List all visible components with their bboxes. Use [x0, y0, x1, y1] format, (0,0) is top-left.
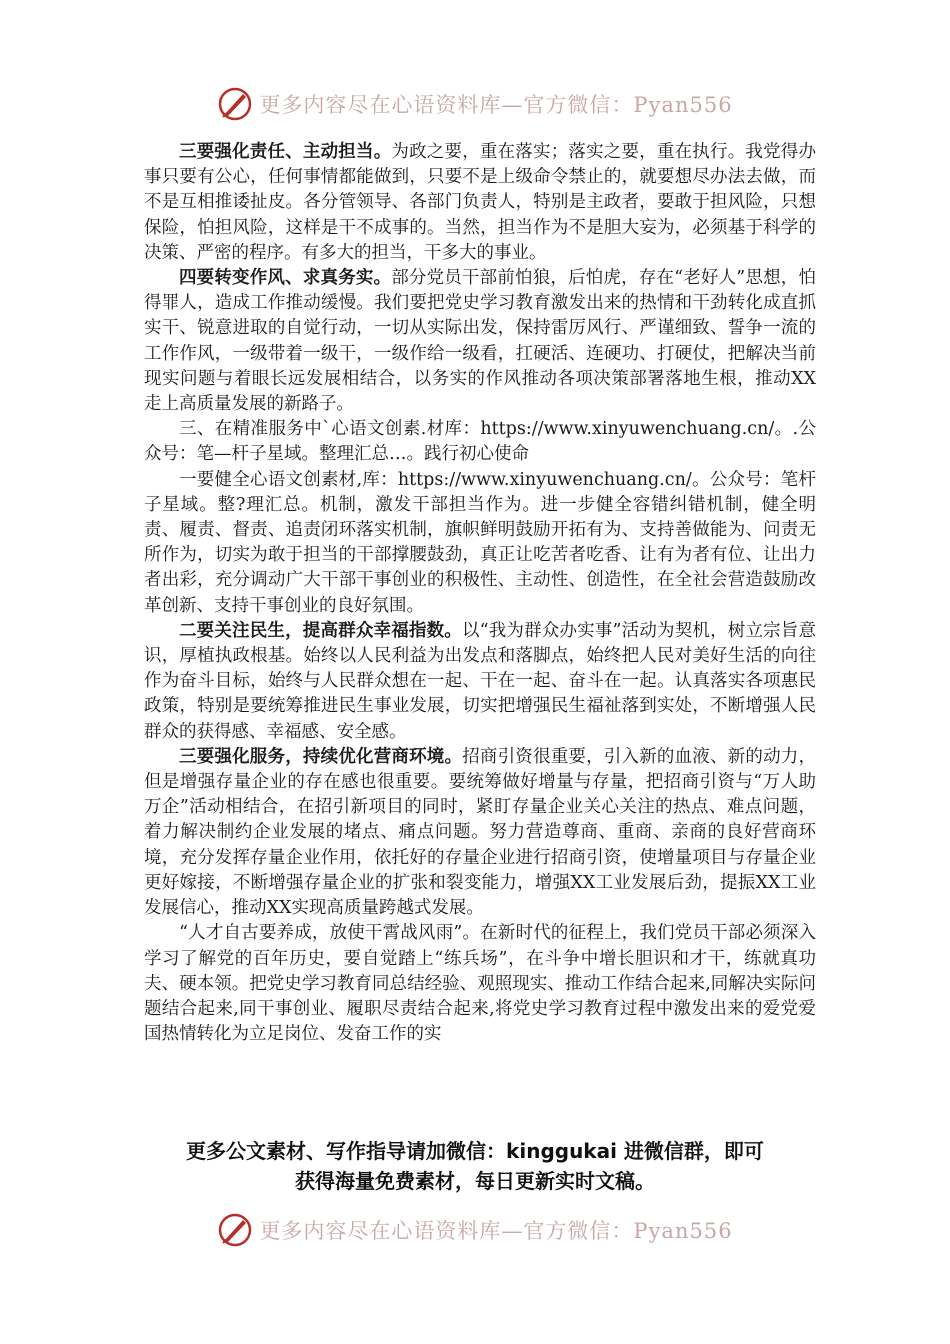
document-body — [144, 140, 816, 1047]
promo-line-2: 获得海量免费素材，每日更新实时文稿。 — [295, 1169, 655, 1193]
header-banner — [0, 84, 950, 124]
quill-logo-icon — [217, 86, 253, 122]
quill-logo-icon — [217, 1212, 253, 1248]
footer-banner-text: 更多内容尽在心语资料库—官方微信：Pyan556 — [259, 1219, 733, 1243]
paragraph — [144, 266, 816, 417]
paragraph-lead: 二要关注民生，提高群众幸福指数。 — [179, 620, 462, 641]
paragraph-lead: 三要强化责任、主动担当。 — [179, 142, 392, 162]
paragraph — [144, 921, 816, 1047]
paragraph-text: 招商引资很重要，引入新的血液、新的动力，但是增强存量企业的存在感也很重要。要统筹做好增量与存量，把招商引资与“万人助万企”活动相结合，在招引新项目的同时，紧盯存量企业关心关注的热点、难点问题，着力解决制约企业发展的堵点、痛点问题。努力营造尊商、重商、亲商的良好营商环境，充分发挥存量企业作用，依托好的存量企业进行招商引资，使增量项目与存量企业更好嫁接，不断增强存量企业的扩张和裂变能力，增强XX工业发展后劲，提振XX工业发展信心，推动XX实现高质量跨越式发展。 — [144, 746, 817, 919]
paragraph — [144, 140, 816, 266]
promo-line-1: 更多公文素材、写作指导请加微信：kinggukai 进微信群，即可 — [186, 1139, 764, 1163]
paragraph — [144, 745, 816, 921]
paragraph-text: 部分党员干部前怕狼，后怕虎，存在“老好人”思想，怕得罪人，造成工作推动缓慢。我们要把党史学习教育激发出来的热情和干劲转化成直抓实干、锐意进取的自觉行动，一切从实际出发，保持雷厉风行、严谨细致、誓争一流的工作作风，一级带着一级干，一级作给一级看，扛硬活、连硬功、打硬仗，把解决当前现实问题与着眼长远发展相结合，以务实的作风推动各项决策部署落地生根，推动XX走上高质量发展的新路子。 — [144, 268, 816, 415]
paragraph-lead: 三要强化服务，持续优化营商环境。 — [179, 746, 463, 767]
paragraph-text: 以“我为群众办实事”活动为契机，树立宗旨意识，厚植执政根基。始终以人民利益为出发点和落脚点，始终把人民对美好生活的向往作为奋斗目标，始终与人民群众想在一起、干在一起、奋斗在一起。认真落实各项惠民政策，特别是要统筹推进民生事业发展，切实把增强民生福祉落到实处，不断增强人民群众的获得感、幸福感、安全感。 — [144, 620, 816, 742]
footer-banner — [0, 1210, 950, 1250]
paragraph — [144, 468, 816, 619]
paragraph-lead: 四要转变作风、求真务实。 — [179, 268, 392, 289]
header-banner-text: 更多内容尽在心语资料库—官方微信：Pyan556 — [259, 93, 733, 117]
paragraph — [144, 619, 816, 745]
section-heading — [144, 417, 816, 467]
paragraph-text: 一要健全心语文创素材,库：https://www.xinyuwenchuang.cn/。公众号：笔杆子星域。整?理汇总。机制，激发干部担当作为。进一步健全容错纠错机制，健全明责、履责、督责、追责闭环落实机制，旗帜鲜明鼓励开拓有为、支持善做能为、问责无所作为，切实为敢于担当的干部撑腰鼓劲，真正让吃苦者吃香、让有为者有位、让出力者出彩，充分调动广大干部干事创业的积极性、主动性、创造性，在全社会营造鼓励改革创新、支持干事创业的良好氛围。 — [144, 469, 816, 616]
paragraph-text: “人才自古要养成，放使干霄战风雨”。在新时代的征程上，我们党员干部必须深入学习了解党的百年历史，要自觉踏上“练兵场”，在斗争中增长胆识和才干，练就真功夫、硬本领。把党史学习教育同总结经验、观照现实、推动工作结合起来,同解决实际问题结合起来,同干事创业、履职尽责结合起来,将党史学习教育过程中激发出来的爱党爱国热情转化为立足岗位、发奋工作的实 — [144, 923, 816, 1045]
promo-notice — [100, 1136, 850, 1196]
paragraph-text: 为政之要，重在落实；落实之要，重在执行。我党得办事只要有公心，任何事情都能做到，只要不是上级命令禁止的，就要想尽办法去做，而不是互相推诿扯皮。各分管领导、各部门负责人，特别是主政者，要敢于担风险，只想保险，怕担风险，这样是干不成事的。当然，担当作为不是胆大妄为，必须基于科学的决策、严密的程序。有多大的担当，干多大的事业。 — [144, 142, 817, 263]
paragraph-text: 三、在精准服务中`心语文创素.材库：https://www.xinyuwenchuang.cn/。.公众号：笔—杆子星域。整理汇总…。践行初心使命 — [144, 419, 816, 465]
